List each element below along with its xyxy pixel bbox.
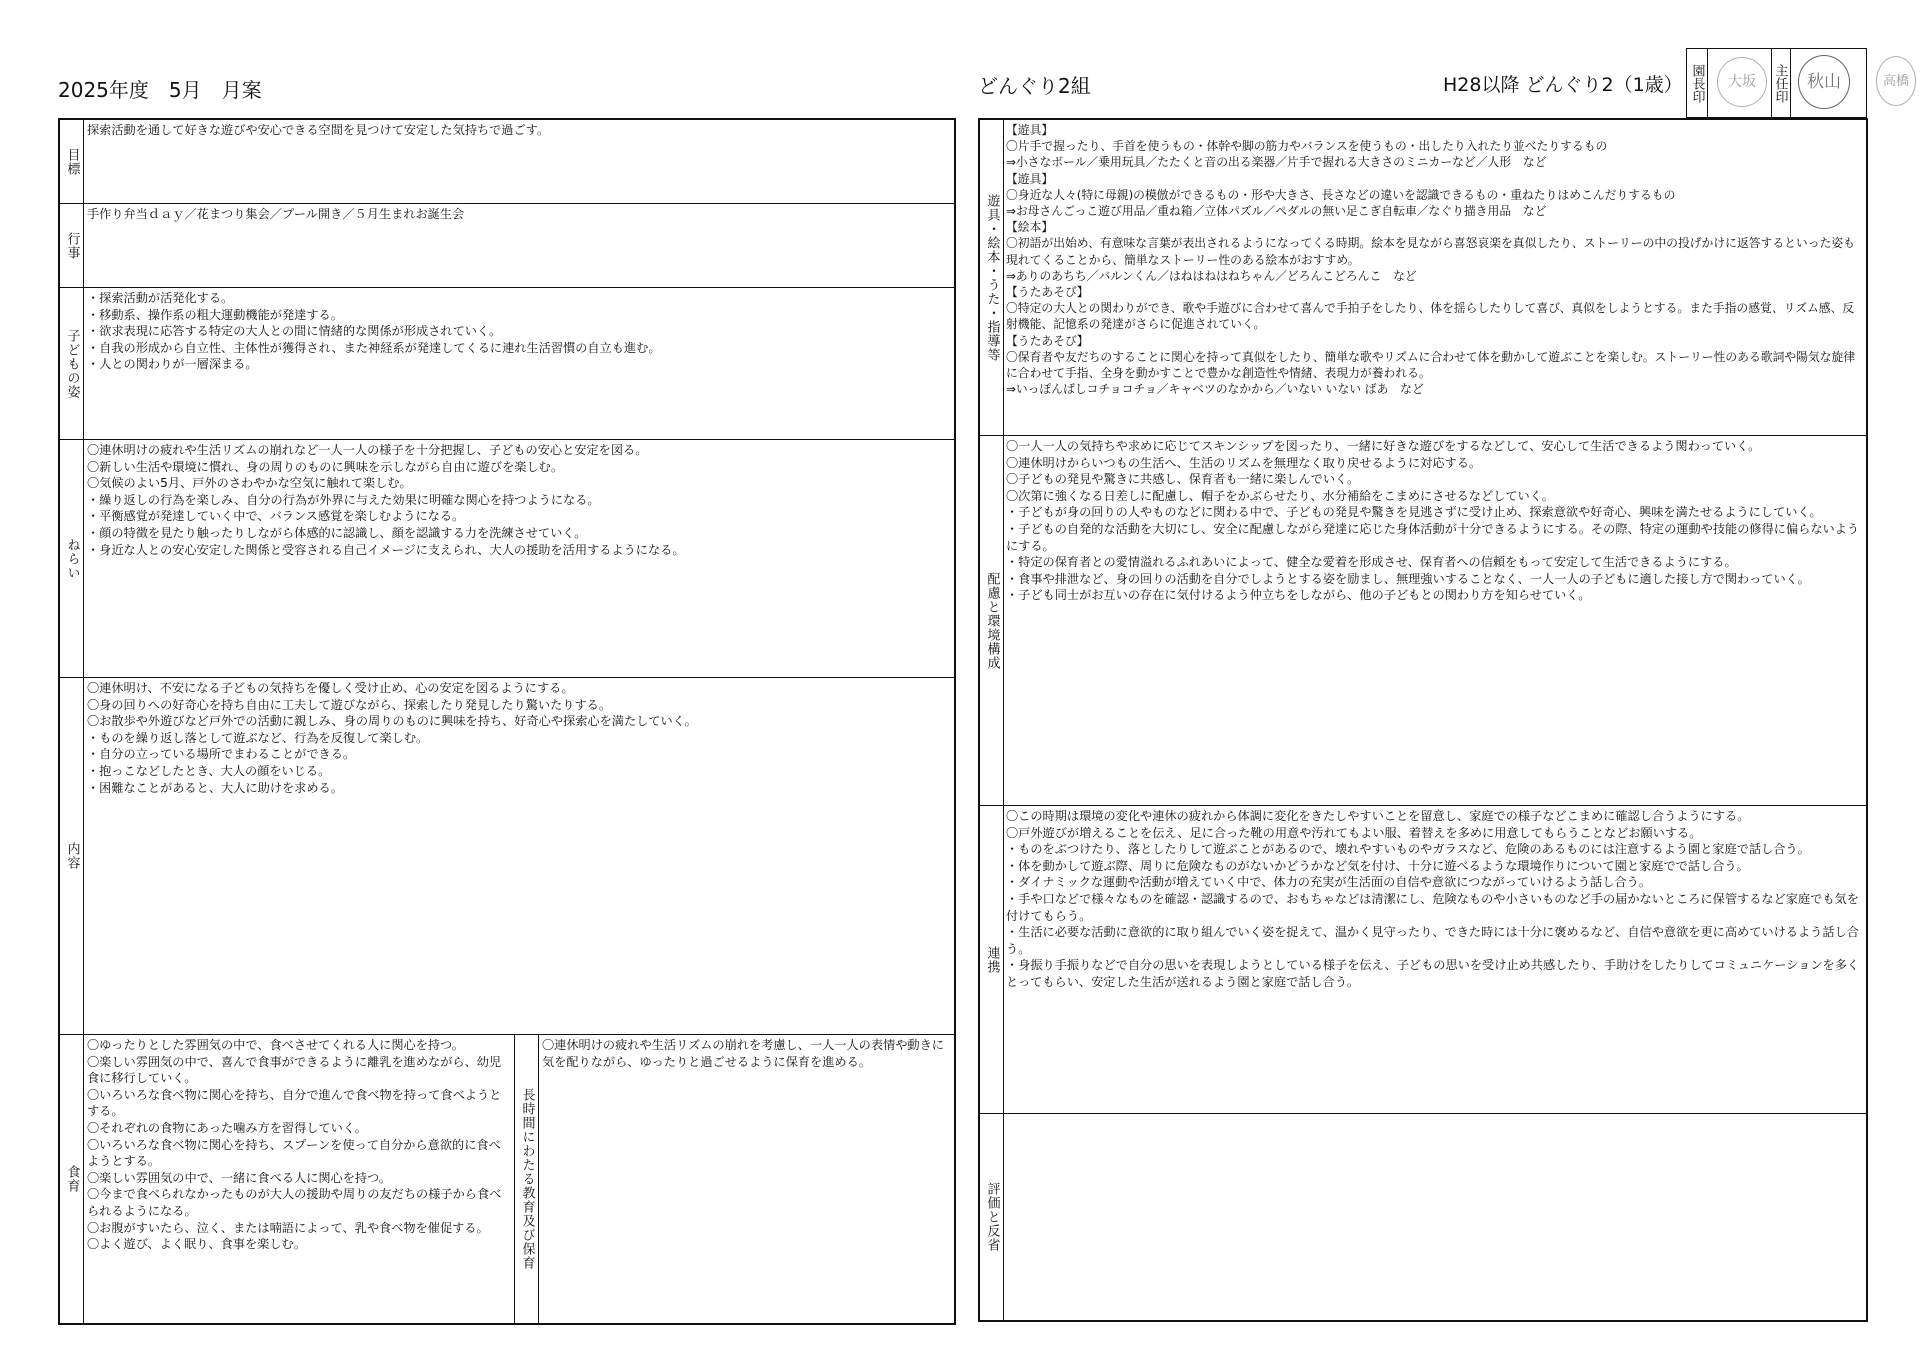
food-text: 〇ゆったりとした雰囲気の中で、食べさせてくれる人に関心を持つ。 〇楽しい雰囲気の中で、喜んで食事ができるように離乳を進めながら、幼児食に移行していく。 〇いろいろな食べ物に関心を持ち、自分で進んで食べ物を持って食べようとする。 〇それぞれの食物にあった噛み方を習得していく。 〇いろいろな食べ物に関心を持ち、スプーンを使って自分から意欲的に食べようとする。 〇楽しい雰囲気の中で、一緒に食べる人に関心を持つ。 〇今まで食べられなかったものが大人の援助や周りの友だちの様子から食べられるようになる。 〇お腹がすいたら、泣く、または喃語によって、乳や食べ物を催促する。 〇よく遊び、よく眠り、食事を楽しむ。 [87,1038,502,1252]
longcare-text: 〇連休明けの疲れや生活リズムの崩れを考慮し、一人一人の表情や動きに気を配りながら、ゆったりと過ごせるように保育を進める。 [542,1038,944,1069]
goal-label: 目標 [60,120,84,203]
principal-stamp-label: 園長印 [1687,49,1708,117]
child-row [60,288,954,440]
left-plan-table [58,118,956,1325]
goal-text: 探索活動を通して好きな遊びや安心できる空間を見つけて安定した気持ちで過ごす。 [87,123,550,137]
third-seal: 高橋 [1876,56,1916,106]
coop-label: 連携 [980,806,1004,1113]
eval-row [980,1114,1866,1320]
longcare-label: 長時間にわたる教育及び保育 [515,1035,539,1323]
eval-label: 評価と反省 [980,1114,1004,1320]
coop-row [980,806,1866,1114]
env-text: 〇一人一人の気持ちや求めに応じてスキンシップを図ったり、一緒に好きな遊びをするなどして、安心して生活できるよう関わっていく。 〇連休明けからいつもの生活へ、生活のリズムを無理なく取り戻せるように対応する。 〇子どもの発見や驚きに共感し、保育者も一緒に楽しんでいく。 〇次第に強くなる日差しに配慮し、帽子をかぶらせたり、水分補給をこまめにさせるなどしていく。 ・子どもが身の回りの人やものなどに関わる中で、子どもの発見や驚きを見逃さずに受け止め、探索意欲や好奇心、興味を満たせるようにしていく。 ・子どもの自発的な活動を大切にし、安全に配慮しながら発達に応じた身体活動が十分できるようにする。その際、特定の運動や技能の修得に偏らないようにする。 ・特定の保育者との愛情溢れるふれあいによって、健全な愛着を形成させ、保育者への信頼をもって安定して生活できるようにする。 ・食事や排泄など、身の回りの活動を自分でしようとする姿を励まし、無理強いすることなく、一人一人の子どもに適した接し方で関わっていく。 ・子ども同士がお互いの存在に気付けるよう仲立ちをしながら、他の子どもとの関わり方を知らせていく。 [1006,439,1860,603]
chief-seal: 秋山 [1798,55,1850,109]
toys-row [980,120,1866,436]
env-row [980,436,1866,806]
child-label: 子どもの姿 [60,288,84,439]
env-label: 配慮と環境構成 [980,436,1004,805]
content-row [60,678,954,1035]
aim-row [60,440,954,678]
coop-text: 〇この時期は環境の変化や連休の疲れから体調に変化をきたしやすいことを留意し、家庭での様子などこまめに確認し合うようにする。 〇戸外遊びが増えることを伝え、足に合った靴の用意や汚れてもよい服、着替えを多めに用意してもらうことなどお願いする。 ・ものをぶつけたり、落としたりして遊ぶことがあるので、壊れやすいものやガラスなど、危険のあるものには注意するよう園と家庭で話し合う。 ・体を動かして遊ぶ際、周りに危険なものがないかどうかなど気を付け、十分に遊べるような環境作りについて園と家庭でで話し合う。 ・ダイナミックな運動や活動が増えていく中で、体力の充実が生活面の自信や意欲につながっていけるよう話し合う。 ・手や口などで様々なものを確認・認識するので、おもちゃなどは清潔にし、危険なものや小さいものなど手の届かないところに保管するなど家庭でも気を付けてもらう。 ・生活に必要な活動に意欲的に取り組んでいく姿を捉えて、温かく見守ったり、できた時には十分に褒めるなど、自信や意欲を更に高めていけるよう話し合う。 ・身振り手振りなどで自分の思いを表現しようとしている様子を伝え、子どもの思いを受け止め共感したり、手助けをしたりしてコミュニケーションを多くとってもらい、安定した生活が送れるよう園と家庭で話し合う。 [1006,809,1860,989]
chief-stamp-box [1770,48,1867,118]
content-text: 〇連休明け、不安になる子どもの気持ちを優しく受け止め、心の安定を図るようにする。 〇身の回りへの好奇心を持ち自由に工夫して遊びながら、探索したり発見したり驚いたりする。 〇お散歩や外遊びなど戸外での活動に親しみ、身の周りのものに興味を持ち、好奇心や探索心を満たしていく。 ・ものを繰り返し落として遊ぶなど、行為を反復して楽しむ。 ・自分の立っている場所でまわることができる。 ・抱っこなどしたとき、大人の顔をいじる。 ・困難なことがあると、大人に助けを求める。 [87,681,697,795]
content-label: 内容 [60,678,84,1034]
aim-text: 〇連休明けの疲れや生活リズムの崩れなど一人一人の様子を十分把握し、子どもの安心と安定を図る。 〇新しい生活や環境に慣れ、身の周りのものに興味を示しながら自由に遊びを楽しむ。 〇気候のよい5月、戸外のさわやかな空気に触れて楽しむ。 ・繰り返しの行為を楽しみ、自分の行為が外界に与えた効果に明確な関心を持つようになる。 ・平衡感覚が発達していく中で、バランス感覚を楽しむようになる。 ・顔の特徴を見たり触ったりしながら体感的に認識し、顔を認識する力を洗練させていく。 ・身近な人との安心安定した関係と受容される自己イメージに支えられ、大人の援助を活用するようになる。 [87,443,685,557]
events-label: 行事 [60,204,84,287]
events-row [60,204,954,288]
right-plan-table [978,118,1868,1322]
toys-text: 【遊具】 〇片手で握ったり、手首を使うもの・体幹や脚の筋力やバランスを使うもの・出したり入れたり並べたりするもの ⇒小さなボール／乗用玩具／たたくと音の出る楽器／片手で握れる大きさのミニカーなど／人形 など 【遊具】 〇身近な人々(特に母親)の模倣ができるもの・形や大きさ、長さなどの違いを認識できるもの・重ねたりはめこんだりするもの ⇒お母さんごっこ遊び用品／重ね箱／立体パズル／ペダルの無い足こぎ自転車／なぐり描き用品 など 【絵本】 〇初語が出始め、有意味な言葉が表出されるようになってくる時期。絵本を見ながら喜怒哀楽を真似したり、ストーリーの中の投げかけに返答するといった姿も現れてくることから、簡単なストーリー性のある絵本がおすすめ。 ⇒ありのあちち／バルンくん／はねはねはねちゃん／どろんこどろんこ など 【うたあそび】 〇特定の大人との関わりができ、歌や手遊びに合わせて喜んで手拍子をしたり、体を揺らしたりして喜び、真似をしようとする。また手指の感覚、リズム感、反射機能、記憶系の発達がさらに促進されていく。 【うたあそび】 〇保育者や友だちのすることに関心を持って真似をしたり、簡単な歌やリズムに合わせて体を動かして遊ぶことを楽しむ。ストーリー性のある歌詞や陽気な旋律に合わせて手指、全身を動かすことで豊かな創造性や情緒、表現力が養われる。 ⇒いっぽんばしコチョコチョ／キャベツのなかから／いない いない ばあ など [1006,123,1856,397]
toys-label: 遊具・絵本・うた・指導等 [980,120,1004,435]
goal-row [60,120,954,204]
document-title: 2025年度 5月 月案 [58,78,262,102]
chief-stamp-label: 主任印 [1770,49,1791,117]
food-label: 食育 [60,1035,84,1323]
principal-stamp-box [1686,48,1772,118]
class-name: どんぐり2組 [978,74,1091,98]
aim-label: ねらい [60,440,84,677]
child-text: ・探索活動が活発化する。 ・移動系、操作系の粗大運動機能が発達する。 ・欲求表現に応答する特定の大人との間に情緒的な関係が形成されていく。 ・自我の形成から自立性、主体性が獲得され、また神経系が発達してくるに連れ生活習慣の自立も進む。 ・人との関わりが一層深まる。 [87,291,661,372]
principal-seal: 大坂 [1717,57,1767,107]
plan-subtitle: H28以降 どんぐり2（1歳） [1443,74,1683,96]
food-row [60,1035,954,1323]
events-text: 手作り弁当ｄａｙ／花まつり集会／プール開き／５月生まれお誕生会 [87,207,465,221]
